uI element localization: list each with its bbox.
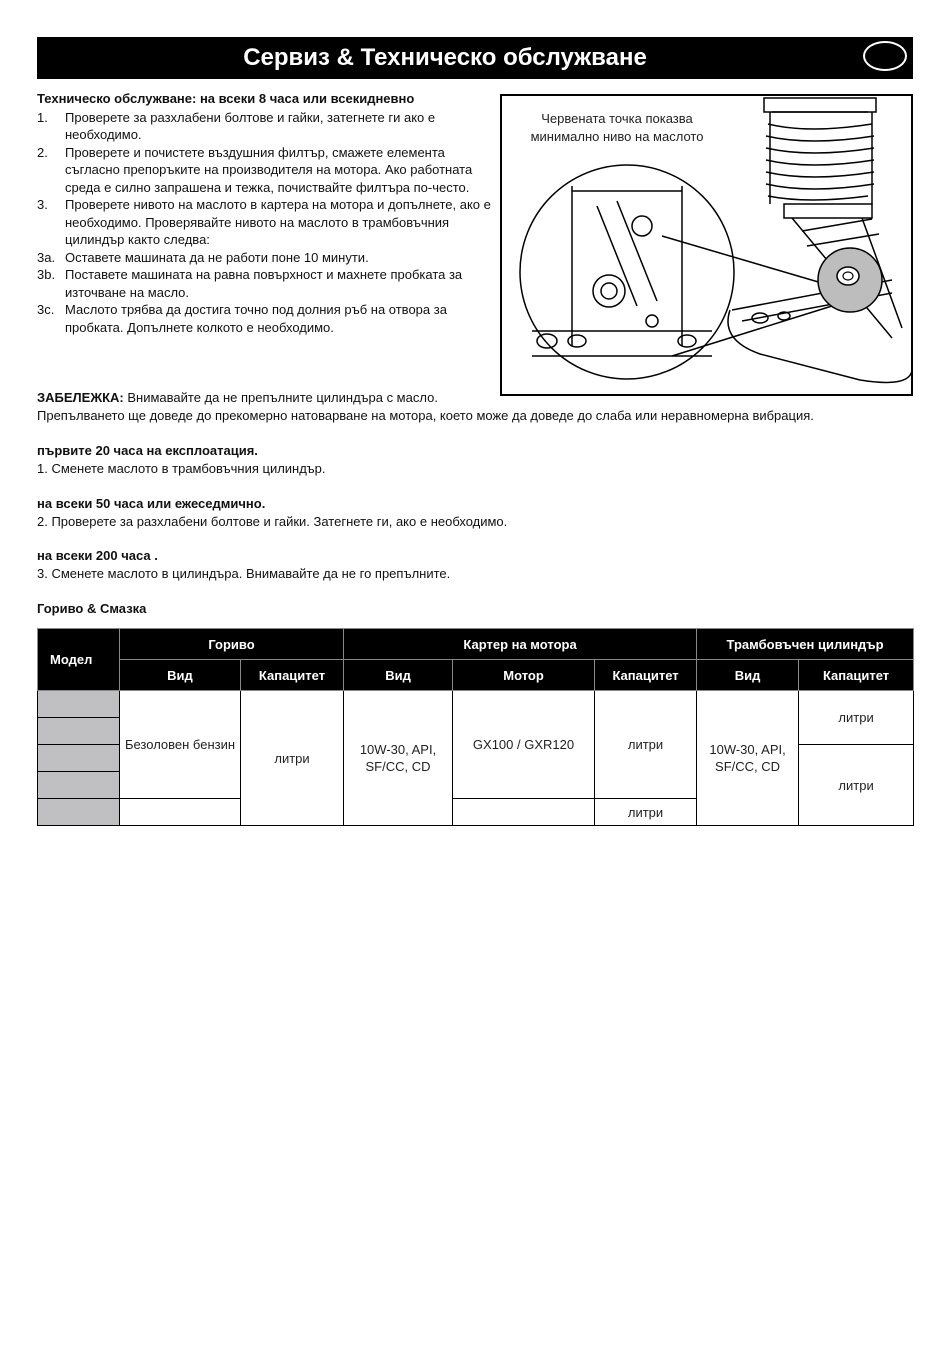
step-number: 3. [37, 197, 48, 212]
header-model: Модел [38, 629, 120, 691]
fuel-type: Безоловен бензин [124, 736, 236, 752]
model-cell [38, 745, 120, 772]
step-text: Проверете за разхлабени болтове и гайки, затегнете ги ако е необходимо. [65, 109, 436, 142]
schedule-item [37, 547, 917, 582]
table-subheader-row [38, 660, 914, 691]
fuel-capacity-unit: литри [274, 750, 310, 766]
step-item [37, 144, 499, 197]
model-cell [38, 772, 120, 799]
model-cell [38, 691, 120, 718]
cylinder-oil-type-cell [697, 691, 799, 826]
step-number: 3b. [37, 267, 56, 282]
cylinder-capacity-unit: литри [838, 710, 874, 725]
note-text: Внимавайте да не препълните цилиндъра с масло. [127, 390, 438, 405]
fuel-type-cell [120, 691, 241, 799]
step-text: Поставете машината на равна повърхност и махнете пробката за източване на масло. [65, 267, 463, 300]
crankcase-capacity-cell [595, 799, 697, 826]
step-number: 1. [37, 109, 48, 125]
engine-models: GX100 / GXR120 [472, 737, 575, 752]
table-row [38, 691, 914, 718]
schedule-title: на всеки 200 часа . [37, 548, 158, 563]
step-item [37, 196, 499, 249]
note-line [37, 389, 917, 407]
cylinder-oil-type: 10W-30, API, SF/CC, CD [709, 742, 786, 774]
model-cell [38, 799, 120, 826]
logo-oval-icon [863, 41, 907, 71]
table-header-row [38, 629, 914, 660]
figure-caption: Червената точка показва минимално ниво на маслото [530, 111, 704, 144]
subheader-type: Вид [120, 660, 241, 691]
oil-level-figure [500, 94, 913, 396]
crankcase-capacity-cell [595, 691, 697, 799]
cylinder-capacity-cell [799, 745, 914, 826]
schedule-text: 1. Сменете маслото в трамбовъчния цилиндър. [37, 460, 326, 476]
page-title: Сервиз & Техническо обслужване [243, 44, 647, 71]
fuel-section-title: Гориво & Смазка [37, 601, 147, 616]
schedule-title: първите 20 часа на експлоатация. [37, 443, 258, 458]
step-number: 2. [37, 144, 48, 160]
fuel-capacity-cell [241, 691, 344, 826]
note-text-2: Препълването ще доведе до прекомерно натоварване на мотора, което може да доведе до слаба или неравномерна вибрация. [37, 407, 814, 423]
engine-cell-empty [453, 799, 595, 826]
header-cylinder: Трамбовъчен цилиндър [697, 629, 914, 660]
schedule-item [37, 442, 917, 477]
subheader-type: Вид [697, 660, 799, 691]
model-cell [38, 718, 120, 745]
schedule-item [37, 495, 917, 530]
header-fuel: Гориво [120, 629, 344, 660]
subheader-capacity: Капацитет [595, 660, 697, 691]
oil-type-cell [344, 691, 453, 826]
step-item [37, 109, 499, 144]
crankcase-capacity-unit: литри [627, 737, 664, 752]
note-label: ЗАБЕЛЕЖКА: [37, 390, 124, 405]
step-text: Проверете нивото на маслото в картера на мотора и допълнете, ако е необходимо. Проверявайте нивото на маслото в трамбовъчния цилиндър както следва: [65, 197, 491, 247]
schedule-text: 2. Проверете за разхлабени болтове и гайки. Затегнете ги, ако е необходимо. [37, 513, 508, 529]
step-number: 3a. [37, 249, 56, 265]
step-item [37, 249, 499, 267]
note-section [37, 389, 917, 424]
fuel-lubrication-table [37, 628, 914, 826]
cylinder-capacity-unit: литри [838, 777, 874, 793]
maintenance-title: Техническо обслужване: на всеки 8 часа или всекидневно [37, 91, 415, 106]
subheader-engine: Мотор [453, 660, 595, 691]
subheader-type: Вид [344, 660, 453, 691]
step-item [37, 266, 499, 301]
crankcase-capacity-unit: литри [627, 804, 664, 820]
engine-cell [453, 691, 595, 799]
fuel-type-cell-empty [120, 799, 241, 826]
maintenance-section [37, 90, 499, 336]
step-text: Оставете машината да не работи поне 10 минути. [65, 249, 369, 265]
page-header [37, 37, 913, 79]
crankcase-oil-type: 10W-30, API, SF/CC, CD [359, 742, 437, 774]
subheader-capacity: Капацитет [241, 660, 344, 691]
step-text: Проверете и почистете въздушния филтър, смажете елемента съгласно препоръките на производителя на мотора. Ако работната среда е силно запрашена и тежка, почиствайте филтъра по-често. [65, 144, 473, 195]
header-crankcase: Картер на мотора [344, 629, 697, 660]
cylinder-capacity-cell [799, 691, 914, 745]
step-text: Маслото трябва да достига точно под долния ръб на отвора за пробката. Допълнете колкото е необходимо. [65, 302, 447, 335]
step-number: 3c. [37, 302, 55, 317]
schedule-text: 3. Сменете маслото в цилиндъра. Внимавайте да не го препълните. [37, 565, 451, 581]
step-item [37, 301, 499, 336]
schedule-title: на всеки 50 часа или ежеседмично. [37, 496, 266, 511]
subheader-capacity: Капацитет [799, 660, 914, 691]
